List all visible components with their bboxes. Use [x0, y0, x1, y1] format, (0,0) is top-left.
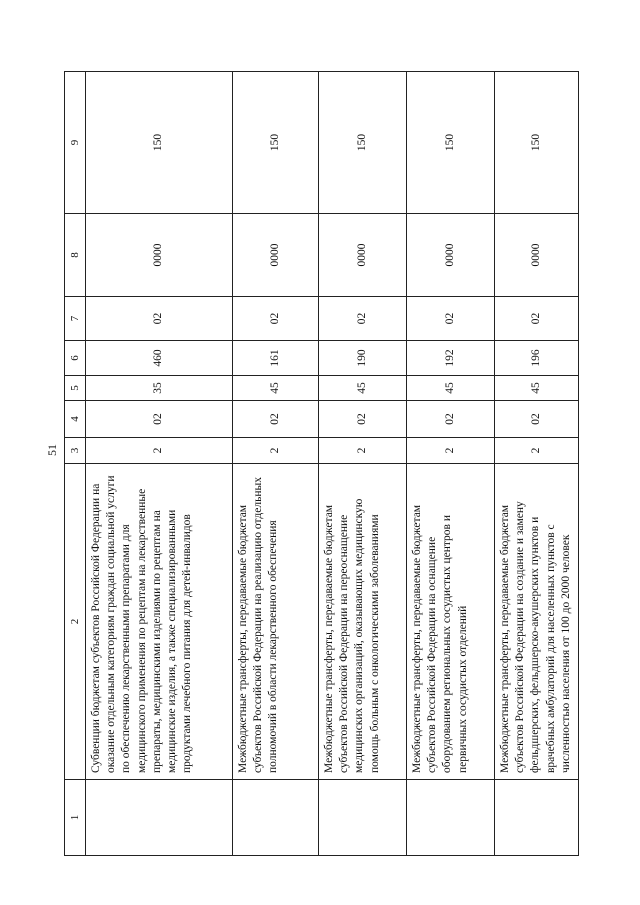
- header-col-5: 5: [65, 376, 86, 401]
- row-col-8: 0000: [407, 214, 495, 297]
- header-col-9: 9: [65, 72, 86, 214]
- row-col-6: 190: [319, 341, 407, 376]
- row-col-5: 45: [495, 376, 579, 401]
- row-col-8: 0000: [319, 214, 407, 297]
- row-col-3: 2: [495, 438, 579, 464]
- budget-codes-table: [64, 71, 579, 856]
- row-col-6: 196: [495, 341, 579, 376]
- row-col-9: 150: [495, 72, 579, 214]
- row-col-7: 02: [495, 297, 579, 341]
- header-col-8: 8: [65, 214, 86, 297]
- page-number: 51: [45, 444, 59, 456]
- row-col-4: 02: [407, 401, 495, 438]
- row-col-4: 02: [495, 401, 579, 438]
- header-col-1: 1: [65, 780, 86, 856]
- row-col-4: 02: [233, 401, 319, 438]
- header-col-7: 7: [65, 297, 86, 341]
- header-col-6: 6: [65, 341, 86, 376]
- row-code-cell: [233, 780, 319, 856]
- row-col-9: 150: [86, 72, 233, 214]
- row-col-3: 2: [233, 438, 319, 464]
- row-code-cell: [86, 780, 233, 856]
- row-description: Субвенции бюджетам субъектов Российской Федерации на оказание отдельным категориям граждан социальной услуги по обеспечению лекарственными препаратами для медицинского применения по рецептам на лекарственные препараты, медицинскими изделиями по рецептам на медицинские изделия, а также специализированными продуктами лечебного питания для детей-инвалидов: [86, 464, 233, 780]
- row-col-7: 02: [319, 297, 407, 341]
- row-code-cell: [407, 780, 495, 856]
- row-col-7: 02: [233, 297, 319, 341]
- header-col-4: 4: [65, 401, 86, 438]
- table-header-row: [65, 72, 86, 856]
- row-col-9: 150: [319, 72, 407, 214]
- row-code-cell: [495, 780, 579, 856]
- row-col-5: 45: [319, 376, 407, 401]
- table-row: [233, 72, 319, 856]
- table-row: [407, 72, 495, 856]
- table-row: [495, 72, 579, 856]
- header-col-3: 3: [65, 438, 86, 464]
- row-col-3: 2: [407, 438, 495, 464]
- row-code-cell: [319, 780, 407, 856]
- row-col-7: 02: [407, 297, 495, 341]
- row-col-5: 45: [407, 376, 495, 401]
- header-col-2: 2: [65, 464, 86, 780]
- row-col-3: 2: [319, 438, 407, 464]
- row-description: Межбюджетные трансферты, передаваемые бюджетам субъектов Российской Федерации на переоснащение медицинских организаций, оказывающих медицинскую помощь больным с онкологическими заболеваниями: [319, 464, 407, 780]
- row-col-3: 2: [86, 438, 233, 464]
- row-col-8: 0000: [86, 214, 233, 297]
- row-col-5: 45: [233, 376, 319, 401]
- row-col-9: 150: [233, 72, 319, 214]
- row-col-8: 0000: [495, 214, 579, 297]
- row-description: Межбюджетные трансферты, передаваемые бюджетам субъектов Российской Федерации на создание и замену фельдшерских, фельдшерско-акушерских пунктов и врачебных амбулаторий для населенных пунктов с численностью населения от 100 до 2000 человек: [495, 464, 579, 780]
- row-col-6: 460: [86, 341, 233, 376]
- row-description: Межбюджетные трансферты, передаваемые бюджетам субъектов Российской Федерации на оснащение оборудованием региональных сосудистых центров и первичных сосудистых отделений: [407, 464, 495, 780]
- row-col-4: 02: [319, 401, 407, 438]
- row-col-9: 150: [407, 72, 495, 214]
- row-col-8: 0000: [233, 214, 319, 297]
- row-description: Межбюджетные трансферты, передаваемые бюджетам субъектов Российской Федерации на реализацию отдельных полномочий в области лекарственного обеспечения: [233, 464, 319, 780]
- rotated-page-content: [64, 72, 577, 856]
- row-col-4: 02: [86, 401, 233, 438]
- row-col-7: 02: [86, 297, 233, 341]
- row-col-5: 35: [86, 376, 233, 401]
- table-row: [86, 72, 233, 856]
- row-col-6: 161: [233, 341, 319, 376]
- row-col-6: 192: [407, 341, 495, 376]
- table-row: [319, 72, 407, 856]
